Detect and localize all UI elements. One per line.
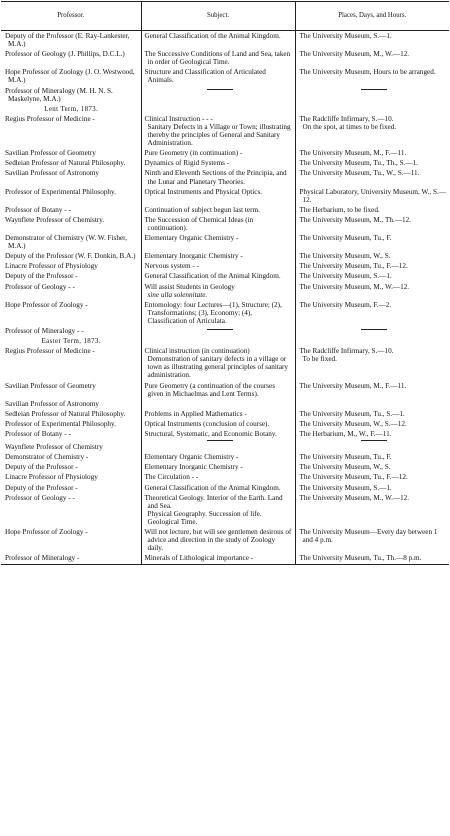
professor-cell: Demonstrator of Chemistry (W. W. Fisher, M.A.) — [1, 233, 141, 251]
subject-cell — [141, 215, 295, 233]
place-cell — [295, 251, 449, 261]
table-row — [1, 282, 449, 300]
place-text: The University Museum, Tu., W., S.—11. — [299, 169, 420, 178]
professor-cell: Regius Professor of Medicine - — [1, 114, 141, 148]
professor-cell: Deputy of the Professor - — [1, 271, 141, 281]
place-text: The University Museum, M., W.—12. — [299, 493, 410, 502]
professor-cell: Hope Professor of Zoology - — [1, 527, 141, 553]
subject-cell — [141, 205, 295, 215]
professor-cell: Professor of Botany - - — [1, 205, 141, 215]
place-cell — [295, 346, 449, 380]
place-text: The University Museum—Every day between 1 and 4 p.m. — [299, 527, 438, 545]
place-text: The University Museum, Tu., Th.—8 p.m. — [299, 554, 422, 563]
blank-rule — [361, 89, 387, 90]
table-row — [1, 205, 449, 215]
subject-cell — [141, 462, 295, 472]
place-text: The University Museum, S.—1. — [299, 483, 392, 492]
header-subject: Subject. — [141, 2, 295, 31]
subject-text: Elementary Organic Chemistry - — [144, 234, 239, 243]
lecture-table — [1, 1, 449, 565]
subject-text: Pure Geometry (a continuation of the courses given in Michaelmas and Lent Terms). — [144, 381, 276, 398]
blank-rule — [361, 329, 387, 330]
header-professor: Professor. — [1, 2, 141, 31]
subject-text: Will assist Students in Geology — [144, 282, 235, 291]
table-row — [1, 472, 449, 482]
table-row — [1, 49, 449, 67]
subject-cell — [141, 527, 295, 553]
table-row — [1, 187, 449, 205]
subject-italic-text: sine ulla solennitate. — [147, 290, 208, 299]
place-cell — [295, 527, 449, 553]
subject-cell — [141, 300, 295, 326]
subject-cell — [141, 31, 295, 50]
place-cell — [295, 381, 449, 399]
professor-cell: Savilian Professor of Astronomy — [1, 399, 141, 409]
subject-cell — [141, 381, 295, 399]
place-text: The University Museum, Hours to be arranged. — [299, 68, 436, 77]
place-cell — [295, 148, 449, 158]
table-row — [1, 233, 449, 251]
professor-cell: Professor of Mineralogy - — [1, 553, 141, 565]
subject-cell — [141, 346, 295, 380]
subject-text: Nervous system - - — [144, 262, 199, 271]
blank-rule — [207, 440, 233, 441]
subject-cell — [141, 472, 295, 482]
place-cell — [295, 187, 449, 205]
professor-cell: Regius Professor of Medicine - — [1, 346, 141, 380]
place-text: The University Museum, Tu., F.—12. — [299, 473, 408, 482]
table-row — [1, 114, 449, 148]
subject-cell — [141, 114, 295, 148]
place-text: The Radcliffe Infirmary, S.—10. On the spot, at times to be fixed. — [299, 114, 397, 131]
place-text: The University Museum, F.—2. — [299, 300, 392, 309]
subject-text: Will not lecture, but will see gentlemen desirous of advice and direction in the study of Zoology daily. — [144, 527, 292, 553]
place-text: Physical Laboratory, University Museum, W., S.—12. — [299, 187, 446, 204]
professor-cell: Professor of Geology - - — [1, 282, 141, 300]
place-cell — [295, 442, 449, 452]
term-heading: Lent Term, 1873. — [44, 105, 99, 113]
subject-text: General Classification of the Animal Kingdom. — [144, 483, 281, 492]
professor-cell: Savilian Professor of Geometry — [1, 381, 141, 399]
subject-text: Elementary Organic Chemistry - — [144, 453, 239, 462]
professor-cell: Demonstrator of Chemistry - — [1, 452, 141, 462]
professor-cell: Professor of Geology (J. Phillips, D.C.L.) — [1, 49, 141, 67]
place-text: The University Museum, M., W.—12. — [299, 282, 410, 291]
place-cell — [295, 114, 449, 148]
table-row — [1, 215, 449, 233]
place-text: The University Museum, M., W.—12. — [299, 50, 410, 59]
subject-text: Problems in Applied Mathematics - — [144, 409, 247, 418]
table-row — [1, 409, 449, 419]
place-cell — [295, 472, 449, 482]
place-text: The University Museum, Tu., F. — [299, 453, 392, 462]
place-text: The Radcliffe Infirmary, S.—10. To be fixed. — [299, 347, 394, 364]
place-text: The Herbarium, to be fixed. — [299, 205, 380, 214]
subject-cell — [141, 326, 295, 336]
professor-cell: Deputy of the Professor (E. Ray-Lankester, M.A.) — [1, 31, 141, 50]
place-text: The University Museum, M., F.—11. — [299, 381, 407, 390]
place-cell — [295, 49, 449, 67]
subject-cell — [141, 409, 295, 419]
subject-text: Minerals of Lithological importance - — [144, 554, 254, 563]
professor-cell: Savilian Professor of Geometry — [1, 148, 141, 158]
place-cell — [295, 271, 449, 281]
place-cell — [295, 429, 449, 442]
subject-text: Clinical Instruction - - - Sanitary Defects in a Village or Town; illustrating thereby the principles of General and Sanitary Administration. — [144, 114, 291, 148]
place-cell — [295, 483, 449, 493]
table-row — [1, 399, 449, 409]
term-heading-row — [1, 104, 449, 114]
blank-rule — [361, 440, 387, 441]
table-row — [1, 381, 449, 399]
table-row — [1, 553, 449, 565]
table-row — [1, 261, 449, 271]
subject-text: Structure and Classification of Articulated Animals. — [144, 68, 266, 85]
subject-text: Ninth and Eleventh Sections of the Principia, and the Lunar and Planetary Theories. — [144, 169, 287, 186]
place-text: The University Museum, Tu., F. — [299, 234, 392, 243]
table-row — [1, 67, 449, 85]
subject-cell — [141, 233, 295, 251]
professor-cell: Hope Professor of Zoology (J. O. Westwood, M.A.) — [1, 67, 141, 85]
subject-cell — [141, 187, 295, 205]
subject-text: Pure Geometry (in continuation) - — [144, 149, 243, 158]
professor-cell: Linacre Professor of Physiology — [1, 261, 141, 271]
subject-cell — [141, 419, 295, 429]
professor-cell: Professor of Experimental Philosophy. — [1, 187, 141, 205]
subject-cell — [141, 452, 295, 462]
professor-cell: Deputy of the Professor (W. F. Donkin, B.A.) — [1, 251, 141, 261]
table-row — [1, 419, 449, 429]
subject-text: Optical Instruments and Physical Optics. — [144, 187, 263, 196]
table-row — [1, 148, 449, 158]
blank-rule — [207, 329, 233, 330]
place-text: The University Museum, Tu., Th., S.—1. — [299, 159, 418, 168]
place-text: The University Museum, W., S. — [299, 252, 391, 261]
place-cell — [295, 300, 449, 326]
place-cell — [295, 261, 449, 271]
place-cell — [295, 553, 449, 565]
place-text: The University Museum, Tu., S.—1. — [299, 409, 405, 418]
subject-text: Optical Instruments (conclusion of course). — [144, 419, 270, 428]
subject-cell — [141, 168, 295, 186]
place-cell — [295, 31, 449, 50]
table-row — [1, 31, 449, 50]
subject-cell — [141, 86, 295, 104]
professor-cell: Savilian Professor of Astronomy — [1, 168, 141, 186]
professor-cell: Deputy of the Professor - — [1, 462, 141, 472]
subject-text: The Successive Conditions of Land and Sea, taken in order of Geological Time. — [144, 50, 291, 67]
table-row — [1, 429, 449, 442]
blank-rule — [207, 89, 233, 90]
table-row — [1, 271, 449, 281]
subject-cell — [141, 553, 295, 565]
subject-cell — [141, 282, 295, 300]
place-text: The University Museum, W., S.—12. — [299, 419, 407, 428]
subject-cell — [141, 158, 295, 168]
subject-cell — [141, 483, 295, 493]
table-row — [1, 346, 449, 380]
professor-cell: Deputy of the Professor - — [1, 483, 141, 493]
subject-text: Clinical instruction (in continuation) Demonstration of sanitary defects in a village or town as illustrating general principles of sanitary administration. — [144, 347, 289, 380]
header-places: Places, Days, and Hours. — [295, 2, 449, 31]
subject-cell — [141, 261, 295, 271]
table-row — [1, 527, 449, 553]
place-cell — [295, 452, 449, 462]
place-cell — [295, 282, 449, 300]
table-header — [1, 2, 449, 31]
place-cell — [295, 86, 449, 104]
table-row — [1, 168, 449, 186]
subject-cell — [141, 49, 295, 67]
place-text: The Herbarium, M., W., F.—11. — [299, 430, 392, 439]
table-row — [1, 326, 449, 336]
professor-cell: Professor of Botany - - — [1, 429, 141, 442]
table-row — [1, 493, 449, 527]
subject-cell — [141, 442, 295, 452]
table-row — [1, 462, 449, 472]
table-body — [1, 31, 449, 565]
place-cell — [295, 215, 449, 233]
professor-cell: Professor of Mineralogy (M. H. N. S. Maskelyne, M.A.) — [1, 86, 141, 104]
place-text: The University Museum, M., Th.—12. — [299, 215, 411, 224]
professor-cell: Linacre Professor of Physiology — [1, 472, 141, 482]
place-cell — [295, 493, 449, 527]
professor-cell: Sedleian Professor of Natural Philosophy. — [1, 409, 141, 419]
place-cell — [295, 409, 449, 419]
professor-cell: Waynflete Professor of Chemistry — [1, 442, 141, 452]
subject-text: General Classification of the Animal Kingdom. — [144, 32, 281, 40]
place-text: The University Museum, S.—1. — [299, 32, 392, 40]
place-text: The University Museum, W., S. — [299, 463, 391, 472]
subject-text: Dynamics of Rigid Systems - — [144, 159, 230, 168]
place-cell — [295, 158, 449, 168]
professor-cell: Professor of Geology - - — [1, 493, 141, 527]
place-cell — [295, 205, 449, 215]
subject-text: Structural, Systematic, and Economic Botany. — [144, 430, 277, 439]
subject-text: The Succession of Chemical Ideas (in continuation). — [144, 215, 254, 232]
professor-cell: Waynflete Professor of Chemistry. — [1, 215, 141, 233]
term-heading: Easter Term, 1873. — [41, 338, 101, 346]
table-row — [1, 483, 449, 493]
table-row — [1, 158, 449, 168]
place-cell — [295, 67, 449, 85]
subject-text: Continuation of subject begun last term. — [144, 205, 260, 214]
place-cell — [295, 233, 449, 251]
place-cell — [295, 326, 449, 336]
professor-cell: Hope Professor of Zoology - — [1, 300, 141, 326]
professor-cell: Sedleian Professor of Natural Philosophy. — [1, 158, 141, 168]
subject-cell — [141, 399, 295, 409]
table-row — [1, 86, 449, 104]
subject-text: The Circulation - - — [144, 473, 199, 482]
lecture-schedule-page — [1, 1, 449, 834]
place-cell — [295, 462, 449, 472]
place-text: The University Museum, S.—1. — [299, 272, 392, 281]
subject-cell — [141, 493, 295, 527]
term-heading-row — [1, 336, 449, 346]
place-text: The University Museum, Tu., F.—12. — [299, 262, 408, 271]
subject-cell — [141, 67, 295, 85]
place-cell — [295, 419, 449, 429]
professor-cell: Professor of Mineralogy - - — [1, 326, 141, 336]
subject-cell — [141, 148, 295, 158]
place-cell — [295, 168, 449, 186]
subject-text: Theoretical Geology. Interior of the Earth. Land and Sea. Physical Geography. Succession of life. Geological Time. — [144, 493, 283, 526]
table-row — [1, 442, 449, 452]
table-row — [1, 251, 449, 261]
subject-cell — [141, 429, 295, 442]
table-row — [1, 452, 449, 462]
table-row — [1, 300, 449, 326]
subject-text: Elementary Inorganic Chemistry - — [144, 252, 243, 261]
professor-cell: Professor of Experimental Philosophy. — [1, 419, 141, 429]
subject-text: General Classification of the Animal Kingdom. — [144, 272, 281, 281]
subject-text: Elementary Inorganic Chemistry - — [144, 463, 243, 472]
place-text: The University Museum, M., F.—11. — [299, 149, 407, 158]
subject-cell — [141, 271, 295, 281]
subject-text: Entomology: four Lectures—(1), Structure; (2), Transformations; (3), Economy; (4), Classification of Articulata. — [144, 300, 282, 325]
subject-cell — [141, 251, 295, 261]
place-cell — [295, 399, 449, 409]
